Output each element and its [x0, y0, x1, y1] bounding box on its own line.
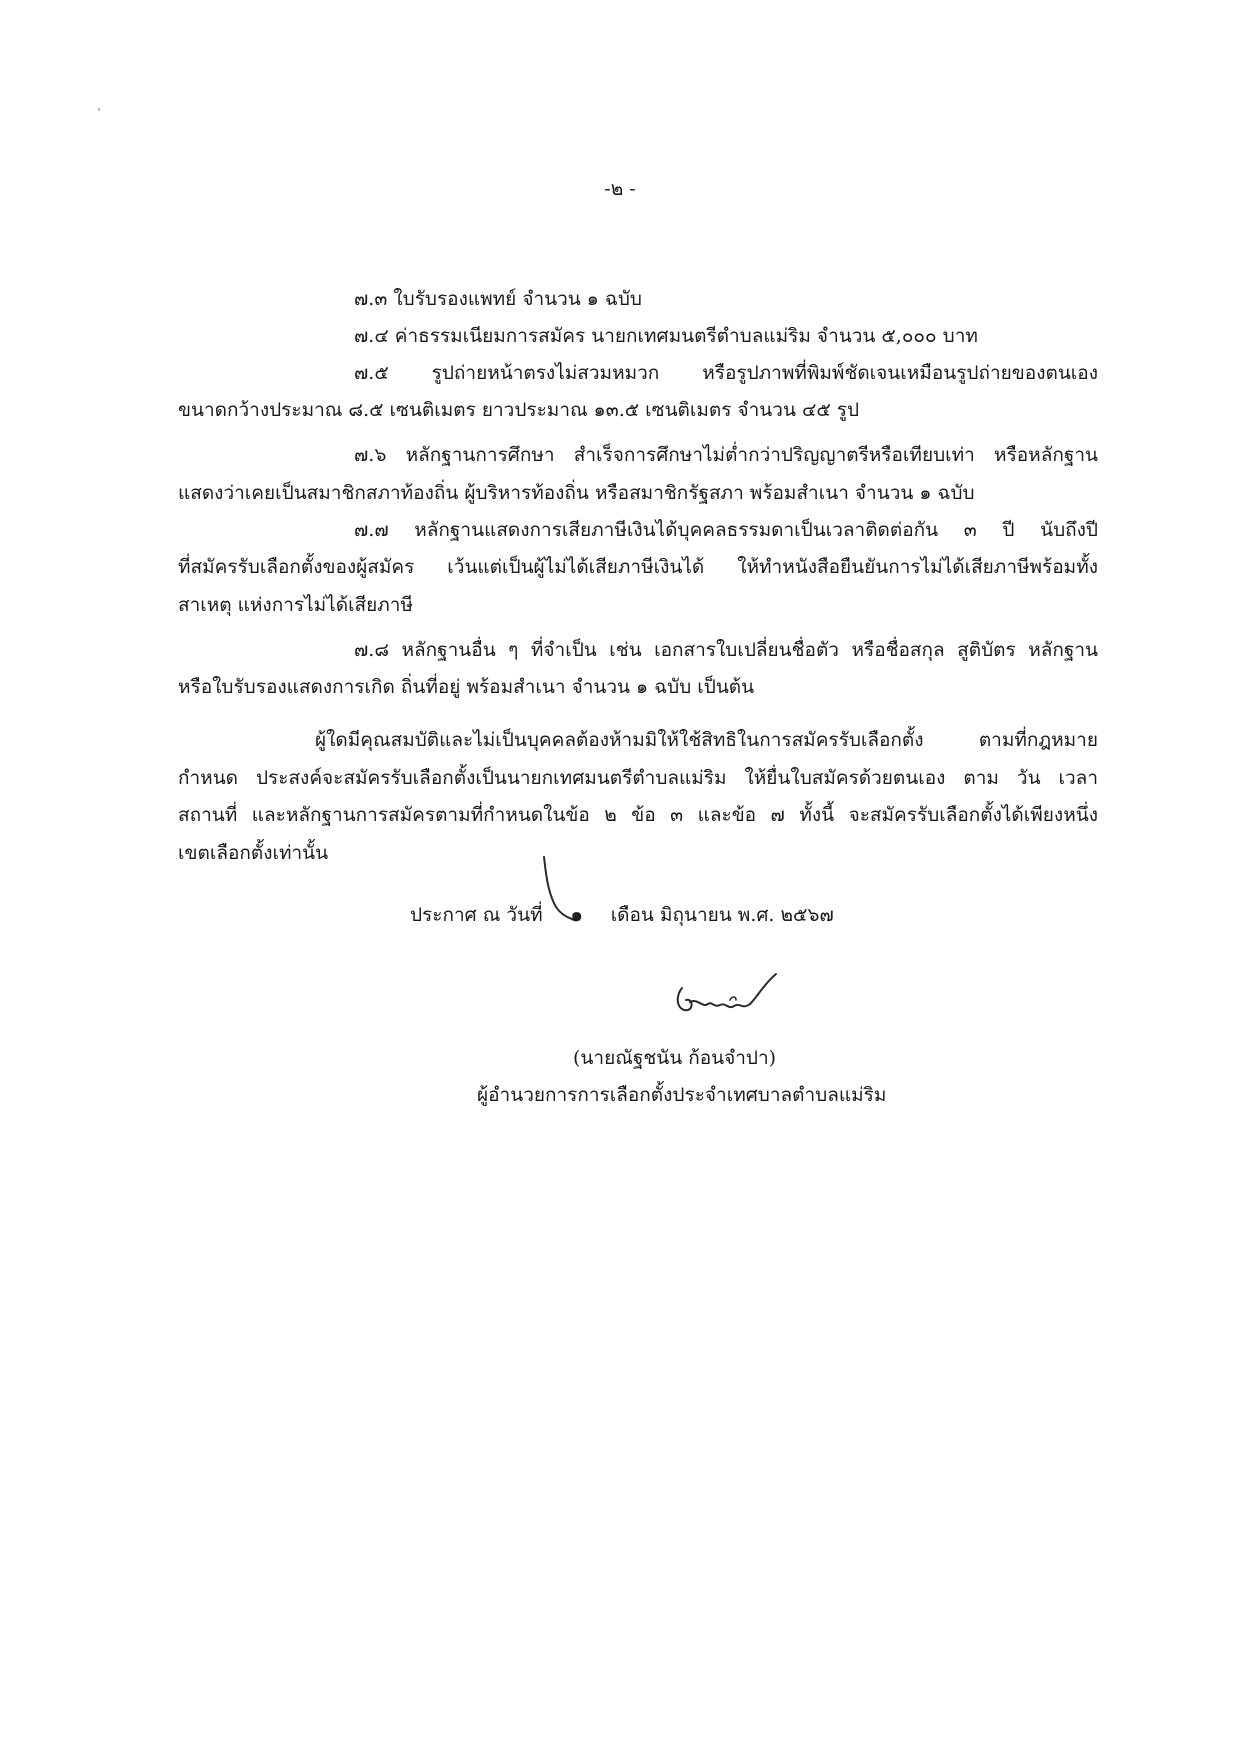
announcement-day: ๑ [570, 904, 583, 926]
item-7-7-line-2: ที่สมัครรับเลือกตั้งของผู้สมัคร เว้นแต่เป็นผู้ไม่ได้เสียภาษีเงินได้ ให้ทำหนังสือยืนยันการไม่ได้เสียภาษีพร้อมทั้ง [178, 556, 1098, 578]
closing-line-1: ผู้ใดมีคุณสมบัติและไม่เป็นบุคคลต้องห้ามมิให้ใช้สิทธิในการสมัครรับเลือกตั้ง ตามที่กฎหมาย [315, 729, 1098, 751]
page-number: -๒ - [604, 178, 636, 200]
item-7-8-line-1: ๗.๘ หลักฐานอื่น ๆ ที่จำเป็น เช่น เอกสารใบเปลี่ยนชื่อตัว หรือชื่อสกุล สูติบัตร หลักฐาน [354, 639, 1098, 661]
item-7-7-line-1: ๗.๗ หลักฐานแสดงการเสียภาษีเงินได้บุคคลธรรมดาเป็นเวลาติดต่อกัน ๓ ปี นับถึงปี [354, 519, 1098, 541]
announcement-date [410, 902, 834, 928]
closing-line-4: เขตเลือกตั้งเท่านั้น [178, 842, 329, 864]
signature [672, 968, 782, 1020]
signer-name: (นายณัฐชนัน ก้อนจำปา) [573, 1047, 777, 1069]
item-7-5-line-2: ขนาดกว้างประมาณ ๘.๕ เซนติเมตร ยาวประมาณ ๑๓.๕ เซนติเมตร จำนวน ๔๕ รูป [178, 399, 860, 421]
scan-speck [98, 108, 100, 111]
item-7-8-line-2: หรือใบรับรองแสดงการเกิด ถิ่นที่อยู่ พร้อมสำเนา จำนวน ๑ ฉบับ เป็นต้น [178, 676, 755, 698]
signer-title: ผู้อำนวยการการเลือกตั้งประจำเทศบาลตำบลแม่ริม [477, 1084, 887, 1106]
item-7-3: ๗.๓ ใบรับรองแพทย์ จำนวน ๑ ฉบับ [354, 288, 642, 310]
item-7-6-line-1: ๗.๖ หลักฐานการศึกษา สำเร็จการศึกษาไม่ต่ำกว่าปริญญาตรีหรือเทียบเท่า หรือหลักฐาน [354, 444, 1098, 466]
closing-line-2: กำหนด ประสงค์จะสมัครรับเลือกตั้งเป็นนายกเทศมนตรีตำบลแม่ริม ให้ยื่นใบสมัครด้วยตนเอง ตาม วัน เวลา [178, 767, 1098, 789]
closing-line-3: สถานที่ และหลักฐานการสมัครตามที่กำหนดในข้อ ๒ ข้อ ๓ และข้อ ๗ ทั้งนี้ จะสมัครรับเลือกตั้งได้เพียงหนึ่ง [178, 804, 1098, 826]
announcement-suffix: เดือน มิถุนายน พ.ศ. ๒๕๖๗ [610, 904, 834, 926]
item-7-6-line-2: แสดงว่าเคยเป็นสมาชิกสภาท้องถิ่น ผู้บริหารท้องถิ่น หรือสมาชิกรัฐสภา พร้อมสำเนา จำนวน ๑ ฉบับ [178, 482, 975, 504]
item-7-4: ๗.๔ ค่าธรรมเนียมการสมัคร นายกเทศมนตรีตำบลแม่ริม จำนวน ๕,๐๐๐ บาท [354, 325, 978, 347]
item-7-5-line-1: ๗.๕ รูปถ่ายหน้าตรงไม่สวมหมวก หรือรูปภาพที่พิมพ์ชัดเจนเหมือนรูปถ่ายของตนเอง [354, 362, 1098, 384]
announcement-prefix: ประกาศ ณ วันที่ [410, 904, 543, 926]
item-7-7-line-3: สาเหตุ แห่งการไม่ได้เสียภาษี [178, 594, 414, 616]
